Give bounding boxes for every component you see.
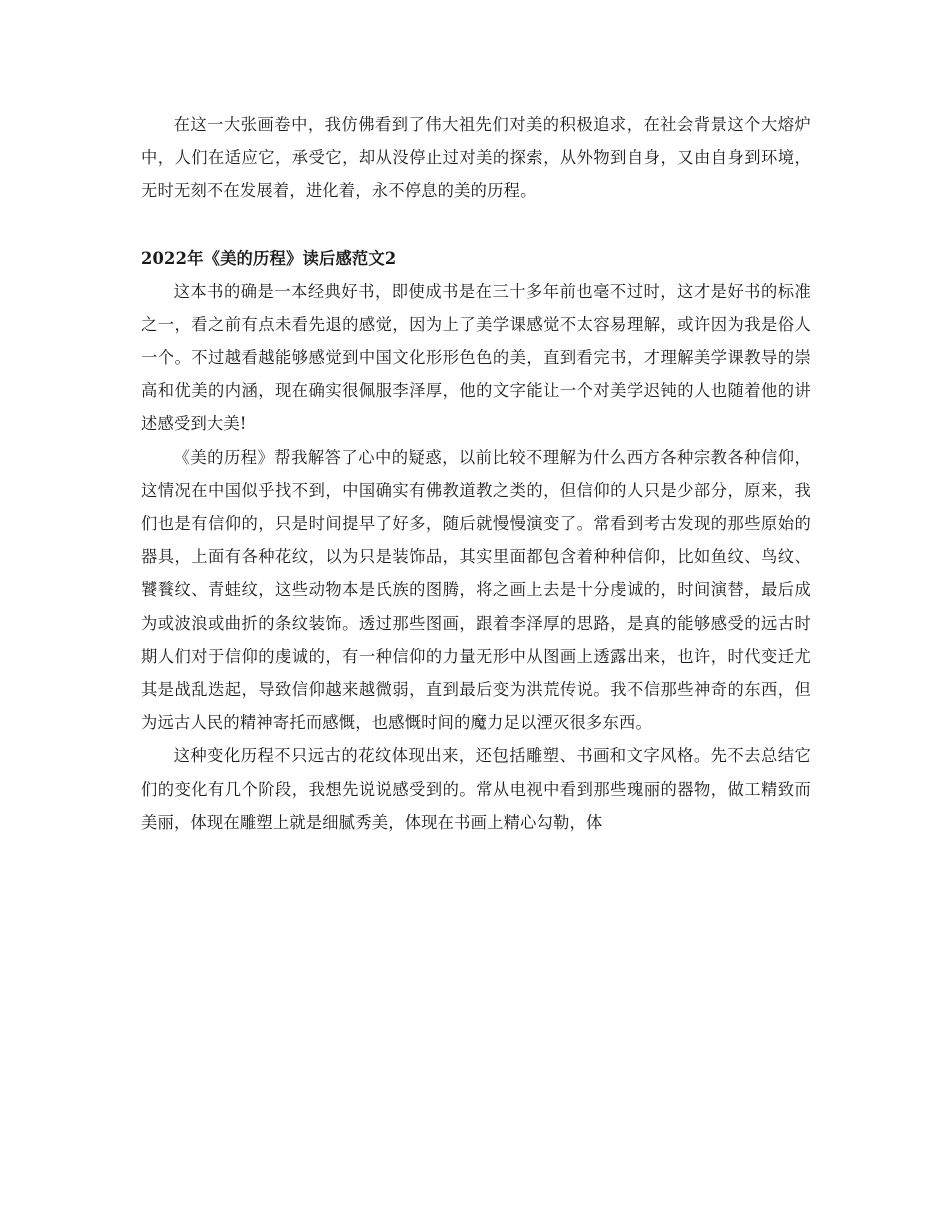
paragraph-3: 这种变化历程不只远古的花纹体现出来，还包括雕塑、书画和文字风格。先不去总结它们的变化有几个阶段，我想先说说感受到的。常从电视中看到那些瑰丽的器物，做工精致而美丽，体现在雕塑上就是细腻秀美，体现在书画上精心勾勒，体 [141, 746, 811, 832]
paragraph-intro: 在这一大张画卷中，我仿佛看到了伟大祖先们对美的积极追求，在社会背景这个大熔炉中，人们在适应它，承受它，却从没停止过对美的探索，从外物到自身，又由自身到环境，无时无刻不在发展着，进化着，永不停息的美的历程。 [141, 115, 811, 201]
paragraph-2: 《美的历程》帮我解答了心中的疑惑，以前比较不理解为什么西方各种宗教各种信仰，这情况在中国似乎找不到，中国确实有佛教道教之类的，但信仰的人只是少部分，原来，我们也是有信仰的，只是时间提早了好多，随后就慢慢演变了。常看到考古发现的那些原始的器具，上面有各种花纹，以为只是装饰品，其实里面都包含着种种信仰，比如鱼纹、鸟纹、饕餮纹、青蛙纹，这些动物本是氏族的图腾，将之画上去是十分虔诚的，时间演替，最后成为或波浪或曲折的条纹装饰。透过那些图画，跟着李泽厚的思路，是真的能够感受的远古时期人们对于信仰的虔诚的，有一种信仰的力量无形中从图画上透露出来，也许，时代变迁尤其是战乱迭起，导致信仰越来越微弱，直到最后变为洪荒传说。我不信那些神奇的东西，但为远古人民的精神寄托而感慨，也感慨时间的魔力足以湮灭很多东西。 [141, 447, 811, 733]
section-title: 2022年《美的历程》读后感范文2 [141, 248, 397, 268]
document-body [141, 108, 811, 839]
paragraph-1: 这本书的确是一本经典好书，即使成书是在三十多年前也毫不过时，这才是好书的标准之一，看之前有点未看先退的感觉，因为上了美学课感觉不太容易理解，或许因为我是俗人一个。不过越看越能够感觉到中国文化形形色色的美，直到看完书，才理解美学课教导的崇高和优美的内涵，现在确实很佩服李泽厚，他的文字能让一个对美学迟钝的人也随着他的讲述感受到大美! [141, 281, 811, 434]
